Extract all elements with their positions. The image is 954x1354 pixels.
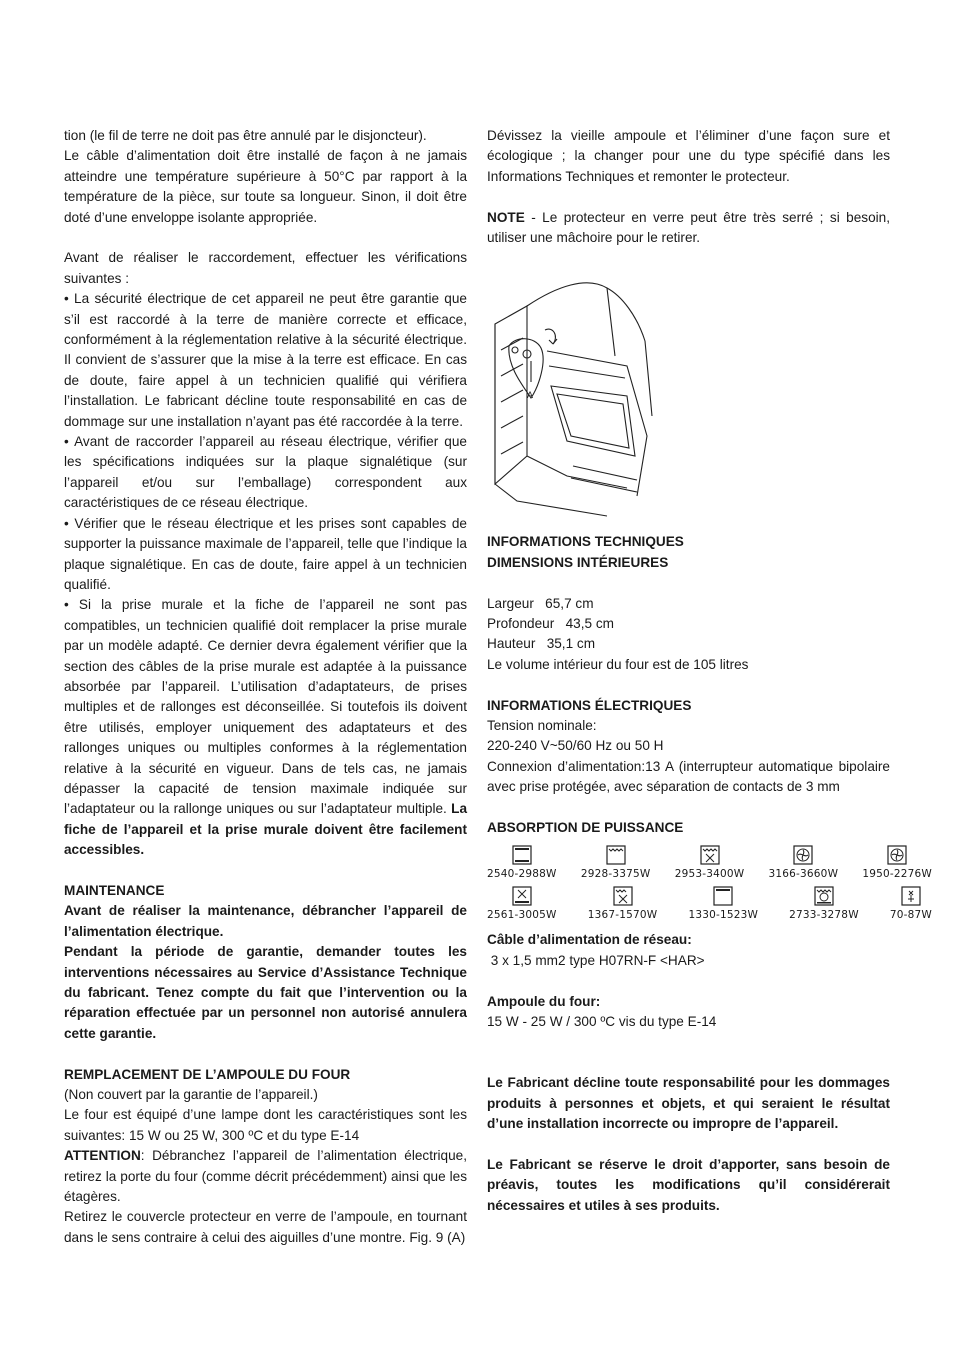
rated-voltage-label: Tension nominale:	[487, 718, 597, 734]
power-mode-range: 2733-3278W	[789, 909, 859, 922]
bullet-rating-plate: • Avant de raccorder l’appareil au réseau électrique, vérifier que les spécifications indiquées sur la plaque signalétique (sur l’appareil et/ou sur l’emballage) correspondent aux caractéristiques de ce réseau électrique.	[64, 434, 467, 511]
power-absorption-title: ABSORPTION DE PUISSANCE	[487, 820, 684, 836]
power-cable-spec: 3 x 1,5 mm2 type H07RN-F <HAR>	[487, 952, 705, 968]
note-label: NOTE	[487, 209, 525, 225]
power-mode-cell	[588, 885, 658, 922]
dim-width: Largeur 65,7 cm	[487, 595, 594, 611]
power-row-2	[487, 885, 932, 922]
power-mode-cell	[862, 844, 932, 881]
power-mode-cell	[487, 885, 557, 922]
oven-defrost-icon	[900, 885, 922, 907]
bullet-adapters	[64, 595, 467, 860]
power-mode-range: 2953-3400W	[674, 868, 745, 881]
oven-fan-ring-icon	[792, 844, 814, 866]
oven-bulb-spec: 15 W - 25 W / 300 ºC vis du type E-14	[487, 1014, 717, 1030]
oven-bulb-title: Ampoule du four:	[487, 993, 601, 1009]
oven-top-bottom-heat-icon	[511, 844, 533, 866]
bullet-max-power: • Vérifier que le réseau électrique et les prises sont capables de supporter la puissance maximale de l’appareil, telle que l’indique la plaque signalétique. En cas de doute, faire appel à un technicien qualifié.	[64, 515, 467, 592]
right-column	[487, 126, 932, 1216]
power-absorption-table	[487, 844, 932, 922]
lamp-remove-cover: Retirez le couvercle protecteur en verre de l’ampoule, en tournant dans le sens contraire à celui des aiguilles d’une montre. Fig. 9 (A)	[64, 1209, 467, 1245]
maintenance-title: MAINTENANCE	[64, 883, 165, 898]
oven-lamp-figure	[487, 266, 667, 526]
power-connection: Connexion d’alimentation:13 A (interrupteur automatique bipolaire avec prise protégée, avec séparation de contacts de 3 mm	[487, 758, 890, 795]
dim-height: Hauteur 35,1 cm	[487, 636, 596, 652]
figure-label-a: A	[527, 390, 534, 401]
note-paragraph	[487, 208, 890, 249]
power-mode-cell	[789, 885, 859, 922]
power-mode-cell	[581, 844, 651, 881]
dim-depth: Profondeur 43,5 cm	[487, 616, 614, 632]
left-column	[64, 126, 467, 1248]
power-mode-range: 1950-2276W	[862, 868, 932, 881]
lamp-specs: Le four est équipé d’une lampe dont les caractéristiques sont les suivantes: 15 W ou 25 W, 300 ºC et du type E-14	[64, 1107, 467, 1143]
oven-defrost-grill-icon	[612, 885, 634, 907]
power-cable-title: Câble d’alimentation de réseau:	[487, 932, 692, 948]
oven-bottom-heat-icon	[712, 885, 734, 907]
oven-pizza-icon	[813, 885, 835, 907]
power-mode-range: 2561-3005W	[487, 909, 557, 922]
inner-dimensions-title: DIMENSIONS INTÉRIEURES	[487, 554, 669, 570]
disclaimer-modifications: Le Fabricant se réserve le droit d’apporter, sans besoin de préavis, toutes les modifications qu’il considérerait nécessaires et utiles à ses produits.	[487, 1156, 890, 1213]
earth-wire-note: tion (le fil de terre ne doit pas être annulé par le disjoncteur).	[64, 128, 427, 143]
oven-grill-icon	[605, 844, 627, 866]
lamp-warranty-note: (Non couvert par la garantie de l’appareil.)	[64, 1087, 318, 1103]
maintenance-warranty: Pendant la période de garantie, demander toutes les interventions nécessaires au Service d’Assistance Technique du fabricant. Tenez compte du fait que l’intervention ou la réparation effectuée par un personnel non autorisé annulera cette garantie.	[64, 944, 467, 1041]
cable-temperature-paragraph: Le câble d’alimentation doit être installé de façon à ne jamais atteindre une température supérieure à 50°C par rapport à la température de la pièce, sur toute sa longueur. Sinon, il doit être doté d’une enveloppe isolante appropriée.	[64, 148, 467, 225]
tech-info-title: INFORMATIONS TECHNIQUES	[487, 534, 684, 550]
power-mode-cell	[675, 844, 745, 881]
power-mode-range: 2928-3375W	[580, 868, 651, 881]
power-mode-cell	[769, 844, 839, 881]
attention-text: : Débranchez l’appareil de l’alimentation électrique, retirez la porte du four (comme décrit précédemment) ainsi que les étagères.	[64, 1148, 467, 1205]
power-mode-cell	[890, 885, 932, 922]
power-mode-range: 70-87W	[889, 909, 932, 922]
bullet-adapters-bold: La fiche de l’appareil et la prise murale doivent être facilement accessibles.	[64, 801, 468, 858]
unscrew-bulb-paragraph: Dévissez la vieille ampoule et l’éliminer d’une façon sure et écologique ; la changer pour une du type spécifié dans les Informations Techniques et remonter le protecteur.	[487, 128, 890, 184]
attention-label: ATTENTION	[64, 1148, 141, 1164]
power-mode-cell	[688, 885, 758, 922]
oven-fan-bottom-heat-icon	[511, 885, 533, 907]
power-row-1	[487, 844, 932, 881]
lamp-replacement-title: REMPLACEMENT DE L’AMPOULE DU FOUR	[64, 1066, 351, 1082]
disclaimer-liability: Le Fabricant décline toute responsabilité pour les dommages produits à personnes et objets, et qui seraient le résultat d’une installation incorrecte ou impropre de l’appareil.	[487, 1075, 890, 1132]
bullet-earthing: • La sécurité électrique de cet appareil ne peut être garantie que s’il est raccordé à la terre de manière correcte et efficace, conformément à la réglementation relative à la sécurité électrique. Il convient de s’assurer que la mise à la terre est efficace. En cas de doute, faire appel à un technicien qualifié qui vérifiera l’installation. Le fabricant décline toute responsabilité en cas de dommage sur une installation n’ayant pas été raccordée à la terre.	[64, 291, 467, 429]
power-mode-range: 1367-1570W	[587, 909, 658, 922]
power-mode-cell	[487, 844, 557, 881]
bullet-adapters-text: • Si la prise murale et la fiche de l’appareil ne sont pas compatibles, un technicien qualifié doit remplacer la prise murale par un modèle adapté. Ce dernier devra également vérifier que la section des câbles de la prise murale est adaptée à la puissance absorbée par l’appareil. L’utilisation d’adaptateurs, de prises multiples et de rallonges est déconseillée. Si toutefois ils doivent être utilisés, employer uniquement des adaptateurs et des rallonges uniques ou multiples conformes à la réglementation relative à la sécurité en vigueur. Dans de tels cas, ne jamais dépasser la capacité de tension maximale indiquée sur l’adaptateur ou la rallonge uniques ou sur l’adaptateur multiple.	[64, 597, 467, 817]
rated-voltage-value: 220-240 V~50/60 Hz ou 50 H	[487, 738, 664, 754]
oven-grill-fan-icon	[699, 844, 721, 866]
power-mode-range: 1330-1523W	[688, 909, 759, 922]
maintenance-disconnect: Avant de réaliser la maintenance, débrancher l’appareil de l’alimentation électrique.	[64, 903, 467, 939]
dim-volume: Le volume intérieur du four est de 105 litres	[487, 656, 749, 672]
electrical-info-title: INFORMATIONS ÉLECTRIQUES	[487, 697, 692, 713]
checks-intro: Avant de réaliser le raccordement, effectuer les vérifications suivantes :	[64, 250, 467, 286]
lamp-attention	[64, 1146, 467, 1207]
power-mode-range: 2540-2988W	[487, 868, 557, 881]
power-mode-range: 3166-3660W	[768, 868, 839, 881]
oven-lamp-illustration	[487, 266, 667, 526]
oven-fan-icon	[886, 844, 908, 866]
note-text: - Le protecteur en verre peut être très serré ; si besoin, utiliser une mâchoire pour le retirer.	[487, 209, 890, 246]
